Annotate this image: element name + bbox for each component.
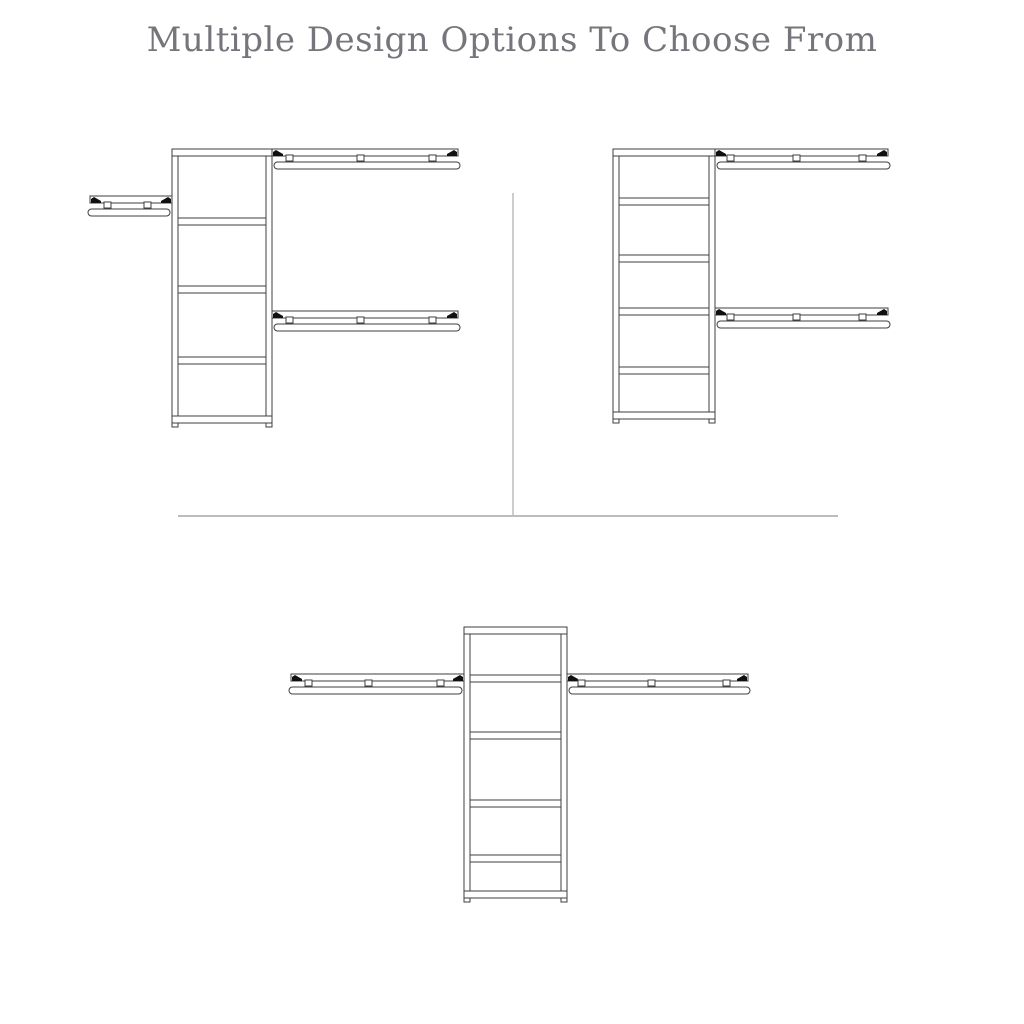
hang-rod [717,321,890,328]
rod-hanger-loop [859,155,866,161]
tower-shelf-board [178,218,266,225]
rod-hanger-loop [286,317,293,323]
tower-side-panel-right [709,149,715,423]
page-title: Multiple Design Options To Choose From [146,20,878,60]
shelf-board [567,674,748,681]
tower-shelf-board [470,732,561,739]
hang-rod [274,162,460,169]
design-option-2 [613,149,890,423]
rod-hanger-loop [578,680,585,686]
tower-shelf-board [470,855,561,862]
tower-top-board [613,149,715,156]
tower-shelf-board [619,198,709,205]
rod-hanger-loop [357,317,364,323]
rod-hanger-loop [793,155,800,161]
rod-hanger-loop [365,680,372,686]
rod-hanger-loop [437,680,444,686]
tower-side-panel-left [172,149,178,427]
rod-hanger-loop [357,155,364,161]
tower-shelf-board [178,357,266,364]
rod-hanger-loop [793,314,800,320]
hang-rod [274,324,460,331]
tower-bottom-board [172,416,272,423]
design-option-1 [88,149,460,427]
tower-shelf-board [470,800,561,807]
rod-hanger-loop [648,680,655,686]
rod-hanger-loop [727,314,734,320]
tower-top-board [464,627,567,634]
design-option-3 [289,627,750,902]
tower-shelf-board [619,255,709,262]
tower-side-panel-left [464,627,470,902]
tower-shelf-board [619,308,709,315]
tower-side-panel-left [613,149,619,423]
rod-hanger-loop [723,680,730,686]
rod-hanger-loop [859,314,866,320]
tower-top-board [172,149,272,156]
rod-hanger-loop [429,155,436,161]
rod-hanger-loop [286,155,293,161]
hang-rod [289,687,462,694]
hang-rod [88,209,170,216]
tower-shelf-board [178,286,266,293]
tower-bottom-board [613,412,715,419]
rod-hanger-loop [727,155,734,161]
rod-hanger-loop [429,317,436,323]
tower-shelf-board [470,675,561,682]
hang-rod [569,687,750,694]
tower-side-panel-right [266,149,272,427]
rod-hanger-loop [144,202,151,208]
shelf-board [90,196,172,203]
tower-side-panel-right [561,627,567,902]
tower-shelf-board [619,367,709,374]
rod-hanger-loop [104,202,111,208]
tower-bottom-board [464,891,567,898]
hang-rod [717,162,890,169]
rod-hanger-loop [305,680,312,686]
divider-lines [178,193,838,516]
